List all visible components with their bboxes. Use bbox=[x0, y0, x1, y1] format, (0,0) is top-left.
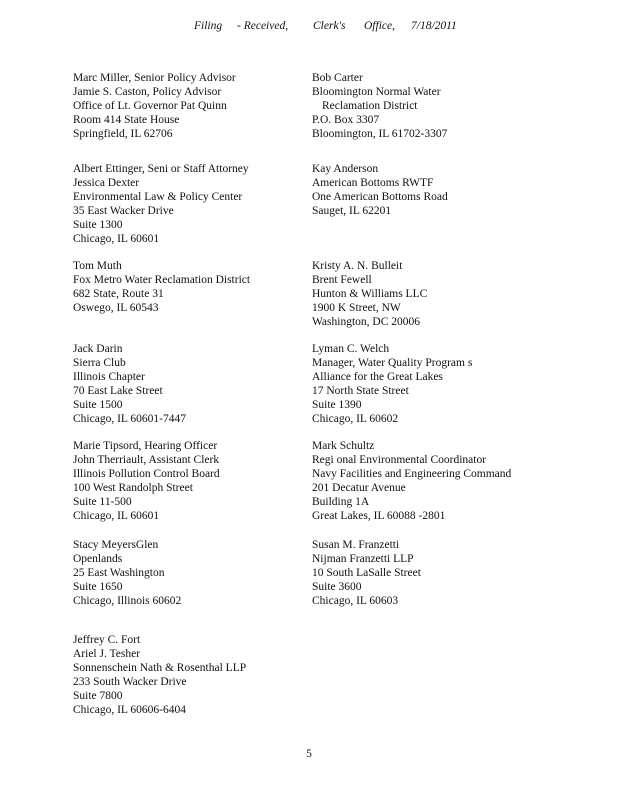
address-line: Tom Muth bbox=[73, 260, 122, 272]
header-office: Office, bbox=[364, 20, 395, 32]
header-received: - Received, bbox=[237, 20, 289, 32]
left-address-block bbox=[73, 634, 246, 717]
address-line: Kristy A. N. Bulleit bbox=[312, 260, 403, 272]
address-line: Jessica Dexter bbox=[73, 176, 140, 189]
address-line: 100 West Randolph Street bbox=[73, 481, 193, 494]
address-line: Regi onal Environmental Coordinator bbox=[312, 453, 487, 466]
address-line: Chicago, IL 60601 bbox=[73, 232, 160, 245]
address-line: 25 East Washington bbox=[73, 566, 165, 579]
address-line: Washington, DC 20006 bbox=[312, 315, 421, 328]
address-line: Bloomington, IL 61702-3307 bbox=[312, 127, 448, 140]
right-address-block bbox=[312, 72, 447, 142]
right-address-block bbox=[312, 539, 421, 609]
address-line: Kay Anderson bbox=[312, 163, 379, 175]
address-line: Oswego, IL 60543 bbox=[73, 301, 159, 314]
left-address-block bbox=[73, 163, 249, 246]
address-line: 10 South LaSalle Street bbox=[312, 566, 421, 579]
address-line: Sauget, IL 62201 bbox=[312, 204, 392, 217]
address-line: 682 State, Route 31 bbox=[73, 287, 164, 300]
address-line: Chicago, IL 60602 bbox=[312, 412, 399, 425]
right-address-block bbox=[312, 260, 427, 330]
address-line: Ariel J. Tesher bbox=[73, 647, 141, 660]
right-address-block bbox=[312, 343, 472, 426]
address-line: 70 East Lake Street bbox=[73, 384, 163, 397]
address-line: Navy Facilities and Engineering Command bbox=[312, 467, 512, 480]
address-line: Chicago, IL 60601 bbox=[73, 509, 160, 522]
address-line: Albert Ettinger, Seni or Staff Attorney bbox=[73, 163, 249, 175]
address-line: Manager, Water Quality Program s bbox=[312, 356, 473, 369]
address-line: Susan M. Franzetti bbox=[312, 539, 400, 551]
address-line: Great Lakes, IL 60088 -2801 bbox=[312, 509, 446, 522]
address-line: One American Bottoms Road bbox=[312, 190, 448, 203]
address-line: Suite 1390 bbox=[312, 398, 362, 411]
address-line: Environmental Law & Policy Center bbox=[73, 190, 243, 203]
page-number: 5 bbox=[306, 748, 312, 760]
address-line: 1900 K Street, NW bbox=[312, 301, 401, 314]
address-line: Office of Lt. Governor Pat Quinn bbox=[73, 99, 227, 112]
address-line: Brent Fewell bbox=[312, 273, 372, 286]
address-line: 201 Decatur Avenue bbox=[312, 481, 406, 494]
address-line: Illinois Chapter bbox=[73, 370, 145, 383]
left-address-block bbox=[73, 343, 186, 426]
address-line: Marc Miller, Senior Policy Advisor bbox=[73, 72, 236, 84]
address-line: Bloomington Normal Water bbox=[312, 85, 441, 98]
address-line: 35 East Wacker Drive bbox=[73, 204, 174, 217]
filing-header bbox=[0, 20, 618, 36]
address-line: P.O. Box 3307 bbox=[312, 113, 380, 126]
header-clerks: Clerk's bbox=[313, 20, 346, 32]
address-line: Building 1A bbox=[312, 495, 370, 508]
address-line: Bob Carter bbox=[312, 72, 363, 84]
right-address-block bbox=[312, 440, 511, 523]
address-line: Suite 3600 bbox=[312, 580, 362, 593]
address-line: Alliance for the Great Lakes bbox=[312, 370, 443, 383]
address-line: Reclamation District bbox=[322, 99, 418, 112]
address-line: Suite 11-500 bbox=[73, 495, 132, 508]
address-line: Nijman Franzetti LLP bbox=[312, 552, 414, 565]
header-filing: Filing bbox=[194, 20, 223, 32]
address-line: Stacy MeyersGlen bbox=[73, 539, 159, 551]
address-line: Fox Metro Water Reclamation District bbox=[73, 273, 251, 286]
address-line: Jamie S. Caston, Policy Advisor bbox=[73, 85, 222, 98]
header-date: 7/18/2011 bbox=[411, 20, 457, 32]
address-line: Suite 7800 bbox=[73, 689, 123, 702]
address-line: Lyman C. Welch bbox=[312, 343, 390, 355]
address-line: Chicago, IL 60601-7447 bbox=[73, 412, 186, 425]
address-line: Chicago, IL 60603 bbox=[312, 594, 399, 607]
left-address-block bbox=[73, 72, 236, 142]
address-line: Jack Darin bbox=[73, 343, 123, 355]
address-line: 17 North State Street bbox=[312, 384, 409, 397]
address-line: Suite 1650 bbox=[73, 580, 123, 593]
left-address-block bbox=[73, 440, 220, 523]
address-line: John Therriault, Assistant Clerk bbox=[73, 453, 220, 466]
address-line: Room 414 State House bbox=[73, 113, 180, 126]
address-line: Mark Schultz bbox=[312, 440, 375, 452]
address-line: Sonnenschein Nath & Rosenthal LLP bbox=[73, 661, 247, 674]
address-line: Illinois Pollution Control Board bbox=[73, 467, 220, 480]
address-line: Chicago, IL 60606-6404 bbox=[73, 703, 186, 716]
right-address-block bbox=[312, 163, 448, 219]
address-line: Marie Tipsord, Hearing Officer bbox=[73, 440, 218, 452]
left-address-block bbox=[73, 539, 181, 609]
address-line: Springfield, IL 62706 bbox=[73, 127, 173, 140]
address-line: Hunton & Williams LLC bbox=[312, 287, 428, 300]
address-line: Sierra Club bbox=[73, 356, 126, 369]
address-line: Openlands bbox=[73, 552, 123, 565]
address-line: American Bottoms RWTF bbox=[312, 176, 434, 189]
address-line: Jeffrey C. Fort bbox=[73, 634, 141, 646]
address-line: Suite 1500 bbox=[73, 398, 123, 411]
address-line: Suite 1300 bbox=[73, 218, 123, 231]
address-line: 233 South Wacker Drive bbox=[73, 675, 187, 688]
address-line: Chicago, Illinois 60602 bbox=[73, 594, 182, 607]
left-address-block bbox=[73, 260, 250, 316]
